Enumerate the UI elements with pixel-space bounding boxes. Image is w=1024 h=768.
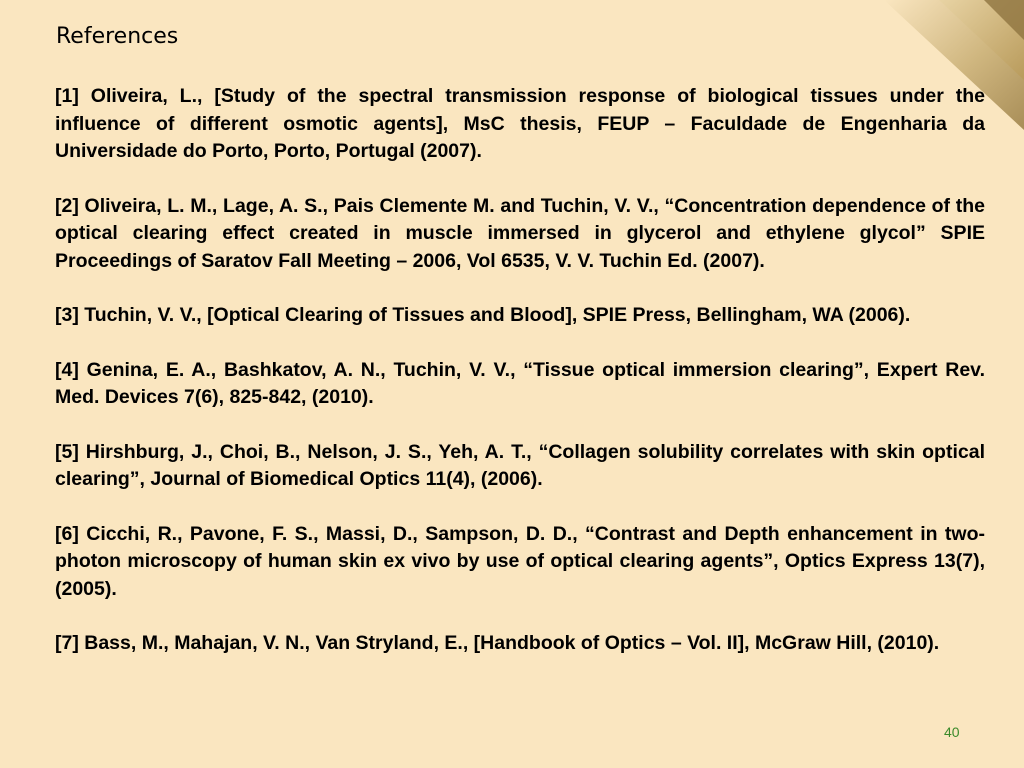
reference-item: [1] Oliveira, L., [Study of the spectral transmission response of biological tissues under the influence of different osmotic agents], MsC thesis, FEUP – Faculdade de Engenharia da Universidade do Porto, Porto, Portugal (2007). <box>55 85 985 162</box>
reference-item: [6] Cicchi, R., Pavone, F. S., Massi, D., Sampson, D. D., “Contrast and Depth enhancement in two-photon microscopy of human skin ex vivo by use of optical clearing agents”, Optics Express 13(7), (2005). <box>55 522 985 600</box>
page-number: 40 <box>944 724 960 740</box>
reference-item: [2] Oliveira, L. M., Lage, A. S., Pais Clemente M. and Tuchin, V. V., “Concentration dependence of the optical clearing effect created in muscle immersed in glycerol and ethylene glycol” SPIE Proceedings of Saratov Fall Meeting – 2006, Vol 6535, V. V. Tuchin Ed. (2007). <box>55 194 985 272</box>
slide-title: References <box>56 24 179 49</box>
references-list <box>55 83 985 685</box>
reference-item: [3] Tuchin, V. V., [Optical Clearing of Tissues and Blood], SPIE Press, Bellingham, WA (2006). <box>55 304 911 326</box>
reference-item: [5] Hirshburg, J., Choi, B., Nelson, J. S., Yeh, A. T., “Collagen solubility correlates with skin optical clearing”, Journal of Biomedical Optics 11(4), (2006). <box>55 440 985 490</box>
reference-item: [4] Genina, E. A., Bashkatov, A. N., Tuchin, V. V., “Tissue optical immersion clearing”, Expert Rev. Med. Devices 7(6), 825-842, (2010). <box>55 358 985 408</box>
reference-item: [7] Bass, M., Mahajan, V. N., Van Stryland, E., [Handbook of Optics – Vol. II], McGraw Hill, (2010). <box>55 632 940 654</box>
